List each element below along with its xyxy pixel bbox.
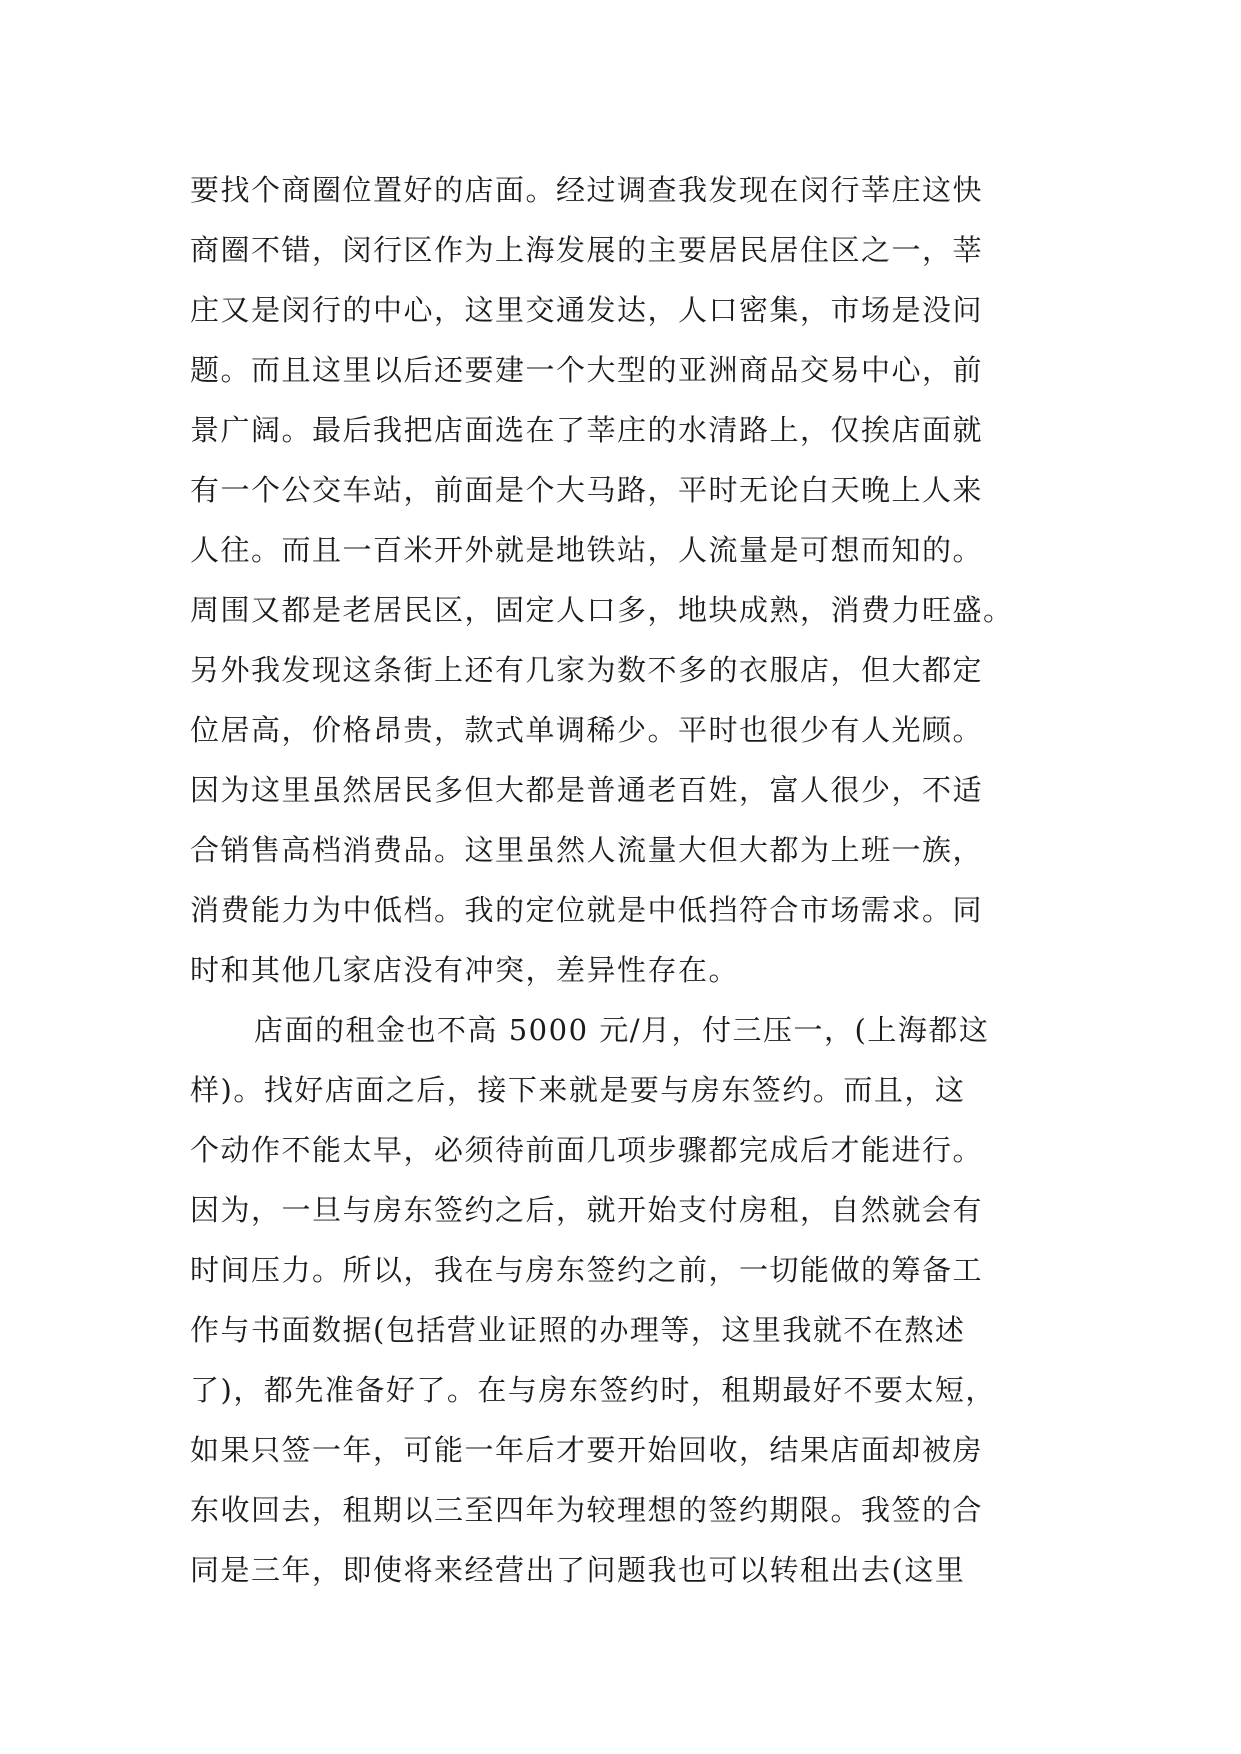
text-line: 因为，一旦与房东签约之后，就开始支付房租，自然就会有 — [190, 1193, 984, 1227]
text-line: 作与书面数据(包括营业证照的办理等，这里我就不在熬述 — [190, 1313, 966, 1347]
text-line: 时间压力。所以，我在与房东签约之前，一切能做的筹备工 — [190, 1253, 984, 1287]
text-line: 时和其他几家店没有冲突，差异性存在。 — [190, 953, 740, 987]
text-line: 消费能力为中低档。我的定位就是中低挡符合市场需求。同 — [190, 893, 984, 927]
text-line: 同是三年，即使将来经营出了问题我也可以转租出去(这里 — [190, 1553, 966, 1587]
text-line: 另外我发现这条街上还有几家为数不多的衣服店，但大都定 — [190, 653, 984, 687]
text-line: 题。而且这里以后还要建一个大型的亚洲商品交易中心，前 — [190, 353, 984, 387]
text-line: 商圈不错，闵行区作为上海发展的主要居民居住区之一，莘 — [190, 233, 984, 267]
text-line: 东收回去，租期以三至四年为较理想的签约期限。我签的合 — [190, 1493, 984, 1527]
text-line: 有一个公交车站，前面是个大马路，平时无论白天晚上人来 — [190, 473, 984, 507]
text-line: 庄又是闵行的中心，这里交通发达，人口密集，市场是没问 — [190, 293, 984, 327]
text-line: 周围又都是老居民区，固定人口多，地块成熟，消费力旺盛。 — [190, 593, 1014, 627]
text-line-indented: 店面的租金也不高 5000 元/月，付三压一，(上海都这 — [254, 1013, 990, 1047]
text-line: 样)。找好店面之后，接下来就是要与房东签约。而且，这 — [190, 1073, 966, 1107]
paragraph-2 — [190, 1000, 1060, 1600]
text-line: 人往。而且一百米开外就是地铁站，人流量是可想而知的。 — [190, 533, 984, 567]
paragraph-1 — [190, 160, 1060, 1000]
text-line: 如果只签一年，可能一年后才要开始回收，结果店面却被房 — [190, 1433, 984, 1467]
text-line: 因为这里虽然居民多但大都是普通老百姓，富人很少，不适 — [190, 773, 984, 807]
text-line: 个动作不能太早，必须待前面几项步骤都完成后才能进行。 — [190, 1133, 984, 1167]
text-line: 位居高，价格昂贵，款式单调稀少。平时也很少有人光顾。 — [190, 713, 984, 747]
body-text — [190, 160, 1060, 1600]
text-line: 要找个商圈位置好的店面。经过调查我发现在闵行莘庄这快 — [190, 173, 984, 207]
text-line: 景广阔。最后我把店面选在了莘庄的水清路上，仅挨店面就 — [190, 413, 984, 447]
text-line: 了)，都先准备好了。在与房东签约时，租期最好不要太短， — [190, 1373, 996, 1407]
text-line: 合销售高档消费品。这里虽然人流量大但大都为上班一族， — [190, 833, 984, 867]
